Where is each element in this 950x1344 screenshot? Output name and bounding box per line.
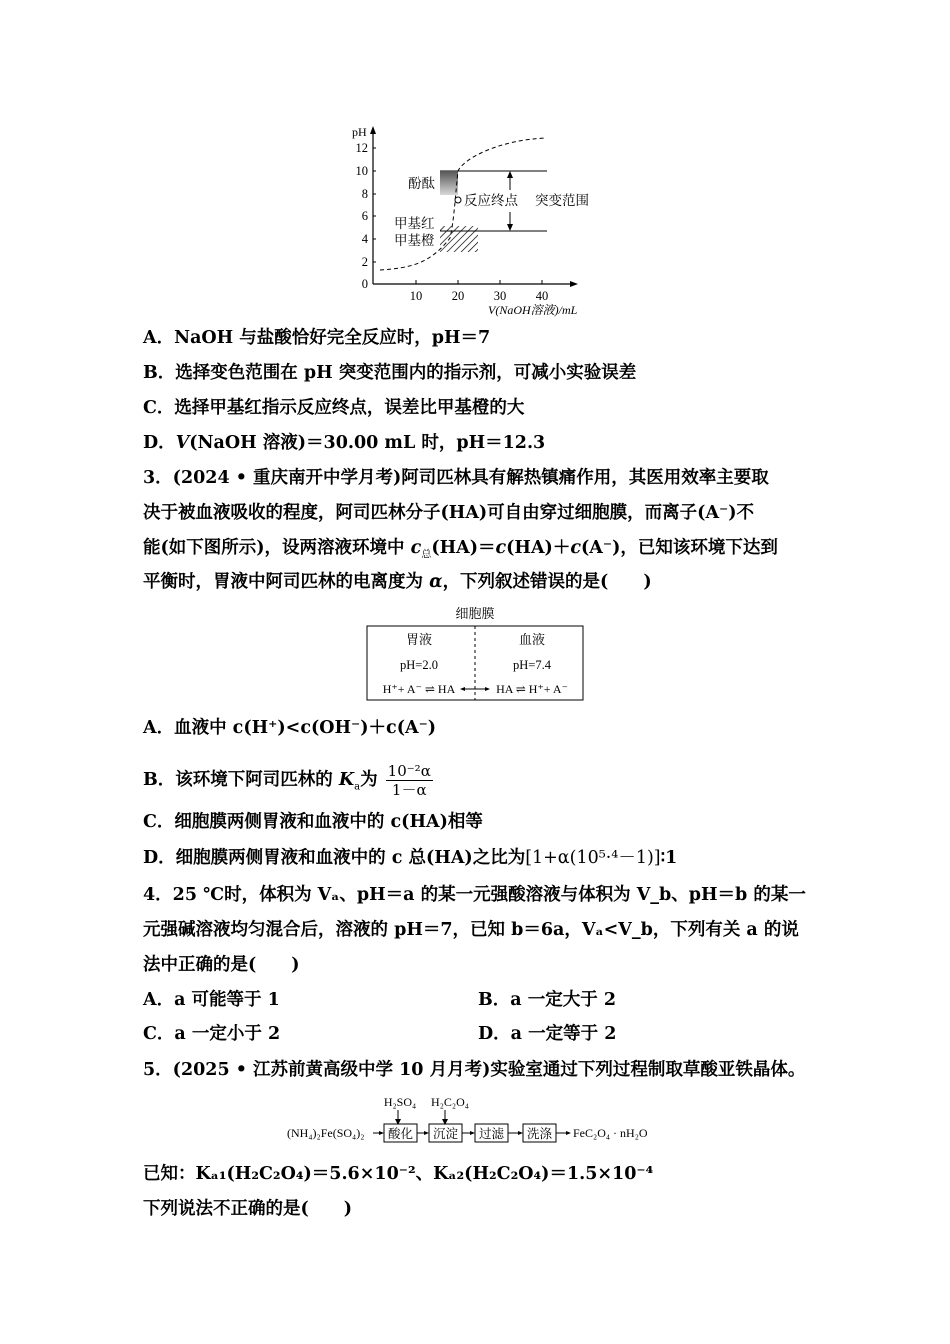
y-tick: 10	[355, 164, 368, 178]
x-tick: 40	[535, 289, 549, 303]
x-tick: 10	[409, 289, 423, 303]
methyl-red-label: 甲基红	[394, 216, 435, 231]
flow-reagent-2: H₂C₂O₄	[431, 1095, 469, 1109]
q3-option-d[interactable]: D．细胞膜两侧胃液和血液中的 c 总(HA)之比为[1+α(10⁵·⁴－1)]∶1	[143, 848, 678, 868]
y-tick: 4	[361, 232, 368, 246]
flow-product: FeC₂O₄ · nH₂O	[573, 1126, 648, 1140]
flow-step-2: 沉淀	[432, 1127, 459, 1141]
endpoint-label: 反应终点	[464, 193, 518, 208]
q5-ask: 下列说法不正确的是( )	[143, 1199, 353, 1219]
process-flow-figure	[285, 1090, 675, 1146]
flow-start: (NH₄)₂Fe(SO₄)₂	[287, 1126, 365, 1140]
q3-option-a[interactable]: A．血液中 c(H⁺)<c(OH⁻)＋c(A⁻)	[143, 718, 437, 738]
y-tick: 12	[355, 141, 368, 155]
phenolphthalein-label: 酚酞	[408, 176, 435, 191]
cell-membrane-figure	[364, 604, 586, 704]
methyl-orange-label: 甲基橙	[394, 233, 435, 248]
q3-option-b[interactable]: B．该环境下阿司匹林的 $K_a$为 $\frac{\text{10⁻²α}}{1-\alpha}$	[143, 762, 431, 799]
q4-stem-line2: 元强碱溶液均匀混合后，溶液的 pH＝7，已知 b＝6a，Vₐ<V_b，下列有关 a 的说	[143, 920, 799, 940]
q4-option-c[interactable]: C．a 一定小于 2	[143, 1024, 281, 1044]
flow-step-1: 酸化	[387, 1127, 414, 1141]
q4-option-b[interactable]: B．a 一定大于 2	[478, 990, 616, 1010]
y-tick: 2	[361, 255, 368, 269]
flow-reagent-1: H₂SO₄	[383, 1095, 417, 1109]
q2-option-b[interactable]: B．选择变色范围在 pH 突变范围内的指示剂，可减小实验误差	[143, 363, 637, 383]
q3-stem-line4: 平衡时，胃液中阿司匹林的电离度为 α，下列叙述错误的是( )	[143, 572, 652, 592]
y-tick: 8	[361, 187, 368, 201]
blood-ph: pH=7.4	[513, 658, 551, 672]
x-tick: 20	[451, 289, 465, 303]
q3-stem-line3: 能(如下图所示)，设两溶液环境中 $c_总(HA)=c(HA)+c(A^-)$，已知该环境下达到	[143, 538, 778, 561]
ka-fraction: $\frac{\text{10⁻²α}}{1-\alpha}$	[387, 762, 431, 799]
jump-range-label: 突变范围	[535, 193, 589, 208]
stomach-equilibrium: H⁺+ A⁻ ⇌ HA	[382, 682, 456, 696]
q4-stem-line3: 法中正确的是( )	[143, 955, 300, 975]
q2-option-d[interactable]: D．V(NaOH 溶液)＝30.00 mL 时，pH＝12.3	[143, 433, 546, 453]
titration-curve-figure	[340, 118, 620, 320]
stomach-label: 胃液	[405, 632, 433, 647]
y-tick: 0	[361, 277, 368, 291]
q3-stem-line1: 3．(2024 • 重庆南开中学月考)阿司匹林具有解热镇痛作用，其医用效率主要取	[143, 468, 769, 488]
q4-option-a[interactable]: A．a 可能等于 1	[143, 990, 280, 1010]
phenolphthalein-range	[440, 171, 458, 195]
q4-option-d[interactable]: D．a 一定等于 2	[478, 1024, 617, 1044]
membrane-title: 细胞膜	[455, 606, 495, 621]
blood-label: 血液	[518, 632, 546, 647]
flow-step-3: 过滤	[478, 1127, 505, 1141]
y-axis-label: pH	[352, 125, 367, 139]
q5-stem-line1: 5．(2025 • 江苏前黄高级中学 10 月月考)实验室通过下列过程制取草酸亚铁晶体。	[143, 1060, 806, 1080]
endpoint-marker	[455, 197, 461, 203]
q2-option-a[interactable]: A．NaOH 与盐酸恰好完全反应时，pH＝7	[143, 328, 491, 348]
flow-step-4: 洗涤	[526, 1127, 553, 1141]
q4-stem-line1: 4．25 ℃时，体积为 Vₐ、pH＝a 的某一元强酸溶液与体积为 V_b、pH＝b 的某一	[143, 885, 806, 905]
x-tick: 30	[493, 289, 507, 303]
q2-option-c[interactable]: C．选择甲基红指示反应终点，误差比甲基橙的大	[143, 398, 525, 418]
x-axis-label: V(NaOH溶液)/mL	[488, 303, 578, 317]
methyl-indicator-range	[440, 226, 478, 252]
q5-known: 已知：Kₐ₁(H₂C₂O₄)＝5.6×10⁻²、Kₐ₂(H₂C₂O₄)＝1.5×10⁻⁴	[143, 1164, 654, 1184]
stomach-ph: pH=2.0	[400, 658, 438, 672]
q3-stem-line2: 决于被血液吸收的程度，阿司匹林分子(HA)可自由穿过细胞膜，而离子(A⁻)不	[143, 503, 755, 523]
y-tick: 6	[361, 209, 368, 223]
q3-option-c[interactable]: C．细胞膜两侧胃液和血液中的 c(HA)相等	[143, 812, 483, 832]
blood-equilibrium: HA ⇌ H⁺+ A⁻	[496, 682, 568, 696]
